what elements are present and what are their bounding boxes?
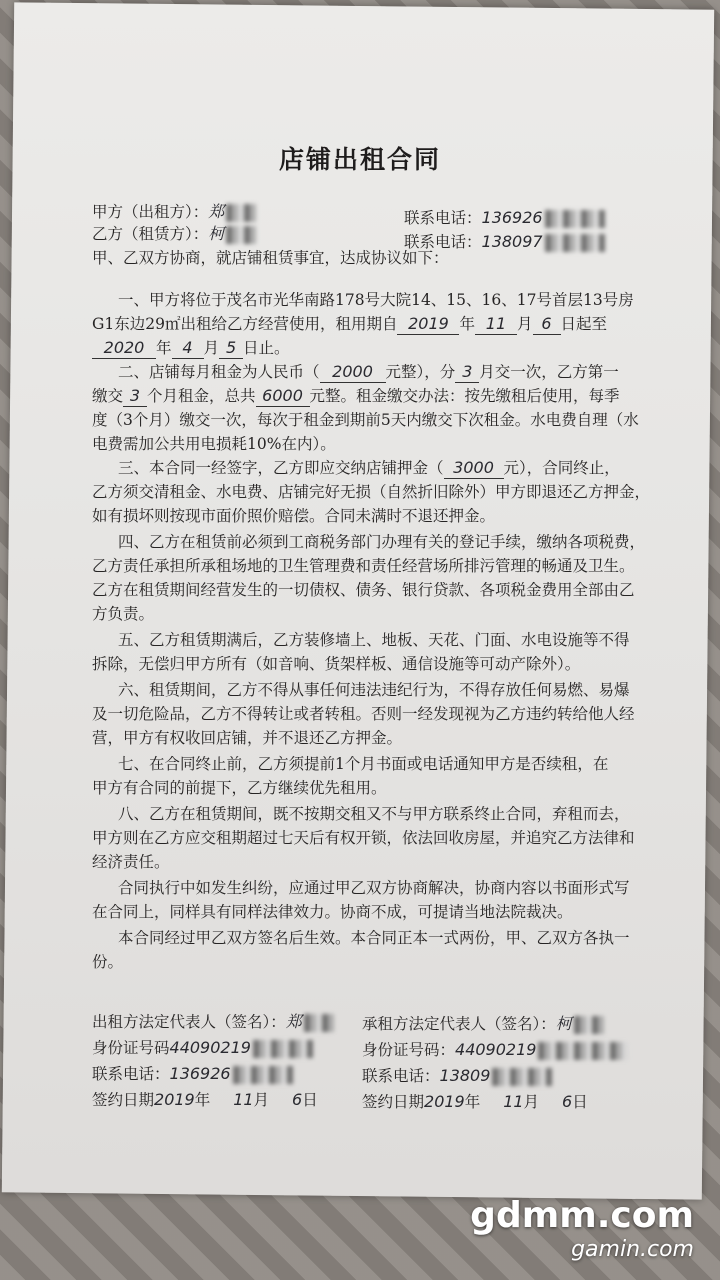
- clause-6-line-3: 营，甲方有权收回店铺，并不退还乙方押金。: [92, 729, 403, 747]
- lessor-phone-row: [92, 1064, 293, 1084]
- day-end-text: 日止。: [243, 339, 290, 357]
- year-unit: 年: [464, 1093, 481, 1111]
- lessor-label: 出租方法定代表人（签名）：: [92, 1013, 286, 1031]
- clause-3-line-1: [118, 458, 620, 479]
- lessor-date-row: [92, 1090, 318, 1110]
- year-unit: 年: [156, 339, 172, 357]
- intro-text: 甲、乙双方协商，就店铺租赁事宜，达成协议如下：: [92, 249, 449, 267]
- clause-5-line-1: 五、乙方租赁期满后，乙方装修墙上、地板、天花、门面、水电设施等不得: [118, 631, 630, 649]
- start-month: 11: [475, 314, 517, 335]
- party-b-row: [92, 224, 256, 244]
- lessee-date-row: [362, 1092, 588, 1112]
- party-b-phone: 138097: [481, 232, 543, 251]
- lessee-label: 承租方法定代表人（签名）：: [362, 1015, 556, 1033]
- lessee-id-row: [362, 1040, 628, 1060]
- clause-2-text: 元整），分: [385, 363, 456, 381]
- month-unit: 月: [253, 1091, 270, 1109]
- clause-3-text: 元），合同终止，: [503, 459, 620, 477]
- lessee-id-number: 44090219: [455, 1040, 537, 1059]
- clause-4-line-2: 乙方责任承担所承租场地的卫生管理费和责任经营场所排污管理的畅通及卫生。: [92, 557, 635, 575]
- lessee-phone: 13809: [439, 1066, 491, 1085]
- clause-3-text: 三、本合同一经签字，乙方即应交纳店铺押金（: [118, 459, 444, 477]
- watermark-main: gdmm.com: [470, 1195, 694, 1236]
- clause-7-line-2: 甲方有合同的前提下，乙方继续优先租用。: [92, 779, 387, 797]
- redaction-mark: [545, 234, 605, 252]
- month-unit: 月: [203, 339, 220, 357]
- redaction-mark: [574, 1016, 604, 1034]
- clause-2-line-3: 度（3个月）缴交一次，每次于租金到期前5天内缴交下次租金。水电费自理（水: [92, 411, 639, 429]
- start-year: 2019: [397, 314, 459, 335]
- lessee-date-day: 6: [562, 1092, 573, 1111]
- clause-2-text: 个月租金，总共: [147, 387, 256, 405]
- day-unit: 日: [572, 1093, 588, 1111]
- end-year: 2020: [92, 338, 156, 359]
- id-label: 身份证号码: [92, 1039, 170, 1057]
- clause-4-line-3: 乙方在租赁期间经营发生的一切债权、债务、银行贷款、各项税金费用全部由乙: [92, 581, 635, 599]
- clause-8-line-2: 甲方则在乙方应交租期超过七天后有权开锁，依法回收房屋，并追究乙方法律和: [92, 829, 635, 847]
- phone-label: 联系电话：: [404, 209, 482, 227]
- end-day: 5: [219, 338, 243, 359]
- site-watermark: [470, 1196, 694, 1262]
- clause-1-line-1: 一、甲方将位于茂名市光华南路178号大院14、15、16、17号首层13号房: [118, 291, 634, 309]
- lessor-signature: 郑: [285, 1012, 302, 1031]
- clause-2-line-4: 电费需加公共用电损耗10%在内）。: [92, 435, 336, 453]
- month-unit: 月: [523, 1093, 540, 1111]
- party-a-signature: 郑: [208, 202, 225, 221]
- clause-1-text: G1东边29㎡出租给乙方经营使用，租用期自: [92, 315, 398, 333]
- total-amount: 6000: [256, 386, 310, 407]
- clause-8-line-3: 经济责任。: [92, 853, 170, 871]
- clause-6-line-2: 及一切危险品，乙方不得转让或者转租。否则一经发现视为乙方违约转给他人经: [92, 705, 635, 723]
- redaction-mark: [545, 210, 605, 228]
- clause-3-line-3: 如有损坏则按现市面价照价赔偿。合同未满时不退还押金。: [92, 507, 496, 525]
- party-a-phone: 136926: [481, 208, 543, 227]
- clause-2-line-1: [118, 362, 619, 383]
- day-unit: 日: [302, 1091, 318, 1109]
- redaction-mark: [226, 204, 256, 222]
- clause-1-line-2: [92, 314, 607, 335]
- clause-2-text: 元整。租金缴交办法：按先缴租后使用，每季: [309, 387, 620, 405]
- dispute-line-1: 合同执行中如发生纠纷，应通过甲乙双方协商解决，协商内容以书面形式写: [118, 879, 630, 897]
- redaction-mark: [226, 226, 256, 244]
- watermark-sub: gamin.com: [571, 1237, 694, 1262]
- party-a-row: [92, 202, 256, 222]
- redaction-mark: [253, 1040, 313, 1058]
- phone-label: 联系电话：: [404, 233, 482, 251]
- clause-4-line-1: 四、乙方在租赁前必须到工商税务部门办理有关的登记手续，缴纳各项税费，: [118, 533, 646, 551]
- phone-label: 联系电话：: [92, 1065, 170, 1083]
- redaction-mark: [304, 1014, 334, 1032]
- clause-7-line-1: 七、在合同终止前，乙方须提前1个月书面或电话通知甲方是否续租，在: [118, 755, 609, 773]
- lessor-date-month: 11: [233, 1090, 254, 1109]
- party-b-label: 乙方（租赁方）：: [92, 225, 209, 243]
- dispute-line-2: 在合同上，同样具有同样法律效力。协商不成，可提请当地法院裁决。: [92, 903, 573, 921]
- lessor-date-year: 2019: [154, 1090, 195, 1109]
- party-a-label: 甲方（出租方）：: [92, 203, 209, 221]
- day-start-text: 日起至: [560, 315, 608, 333]
- date-label: 签约日期: [92, 1091, 155, 1109]
- clause-1-line-3: [92, 338, 290, 359]
- clause-5-line-2: 拆除，无偿归甲方所有（如音响、货架样板、通信设施等可动产除外）。: [92, 655, 581, 673]
- lessee-date-year: 2019: [424, 1092, 465, 1111]
- lessee-signature-row: [362, 1014, 604, 1034]
- page-title: 店铺出租合同: [278, 145, 441, 174]
- clause-2-text: 二、店铺每月租金为人民币（: [118, 363, 320, 381]
- end-month: 4: [172, 338, 204, 359]
- year-unit: 年: [459, 315, 475, 333]
- lessor-signature-row: [92, 1012, 334, 1032]
- payment-frequency: 3: [455, 362, 479, 383]
- id-label: 身份证号码：: [362, 1041, 456, 1059]
- month-unit: 月: [516, 315, 533, 333]
- phone-label: 联系电话：: [362, 1067, 440, 1085]
- year-unit: 年: [194, 1091, 211, 1109]
- date-label: 签约日期: [362, 1093, 425, 1111]
- monthly-rent: 2000: [320, 362, 386, 383]
- clause-2-line-2: [92, 386, 620, 407]
- months-count: 3: [123, 386, 147, 407]
- clause-2-text: 月交一次，乙方第一: [479, 363, 619, 381]
- lessee-date-month: 11: [503, 1092, 524, 1111]
- lessor-id-number: 44090219: [169, 1038, 251, 1057]
- lessee-phone-row: [362, 1066, 552, 1086]
- party-a-phone-row: [404, 208, 605, 228]
- clause-4-line-4: 方负责。: [92, 605, 155, 623]
- effective-line-1: 本合同经过甲乙双方签名后生效。本合同正本一式两份，甲、乙双方各执一: [118, 929, 630, 947]
- redaction-mark: [233, 1066, 293, 1084]
- redaction-mark: [538, 1042, 628, 1060]
- lessee-signature: 柯: [555, 1014, 572, 1033]
- clause-6-line-1: 六、租赁期间，乙方不得从事任何违法违纪行为，不得存放任何易燃、易爆: [118, 681, 630, 699]
- effective-line-2: 份。: [92, 953, 124, 971]
- clause-8-line-1: 八、乙方在租赁期间，既不按期交租又不与甲方联系终止合同，弃租而去，: [118, 805, 630, 823]
- clause-3-line-2: 乙方须交清租金、水电费、店铺完好无损（自然折旧除外）甲方即退还乙方押金，: [92, 483, 651, 501]
- party-b-signature: 柯: [208, 224, 225, 243]
- clause-2-text: 缴交: [92, 387, 124, 405]
- lessor-id-row: [92, 1038, 313, 1058]
- deposit-amount: 3000: [444, 458, 504, 479]
- redaction-mark: [492, 1068, 552, 1086]
- lessor-date-day: 6: [292, 1090, 303, 1109]
- start-day: 6: [533, 314, 561, 335]
- lessor-phone: 136926: [169, 1064, 231, 1083]
